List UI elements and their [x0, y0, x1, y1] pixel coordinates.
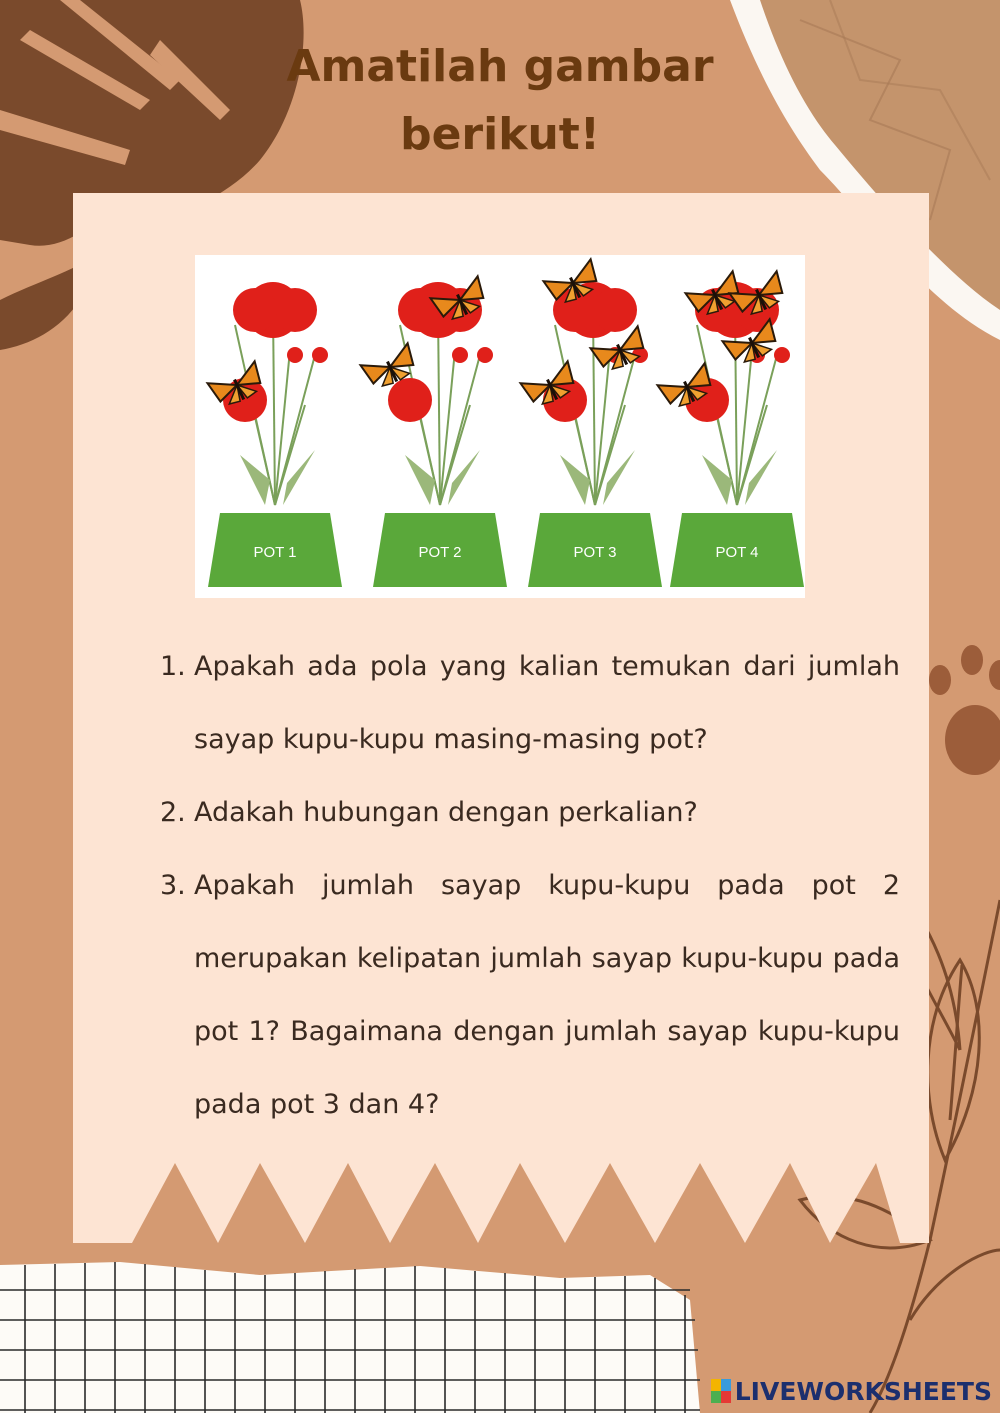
question-item — [160, 776, 900, 849]
question-number: 3. — [160, 870, 186, 901]
question-number: 1. — [160, 651, 186, 682]
title-line-2: berikut! — [400, 109, 600, 160]
liveworksheets-brand-name: LIVEWORKSHEETS — [734, 1376, 992, 1406]
poppy-flower — [593, 288, 637, 332]
grid-paper-decoration — [0, 1262, 700, 1413]
question-list — [160, 630, 900, 1141]
question-text: Apakah ada pola yang kalian temukan dari jumlah sayap kupu-kupu masing-masing pot? — [194, 651, 900, 755]
poppy-flower — [233, 288, 277, 332]
title-line-1: Amatilah gambar — [286, 41, 714, 92]
liveworksheets-logo — [711, 1376, 992, 1406]
liveworksheets-logo-icon — [711, 1379, 731, 1403]
poppy-flower — [452, 347, 468, 363]
pots-drawing — [195, 255, 805, 598]
poppy-flower — [273, 288, 317, 332]
pot-label: POT 4 — [715, 544, 759, 561]
pot-group — [658, 271, 804, 587]
question-text: Apakah jumlah sayap kupu-kupu pada pot 2 merupakan kelipatan jumlah sayap kupu-kupu pada pot 1? Bagaimana dengan jumlah sayap kupu-kupu pada pot 3 dan 4? — [194, 870, 900, 1120]
question-item — [160, 630, 900, 776]
poppy-flower — [287, 347, 303, 363]
pot-group — [208, 282, 342, 587]
poppy-flower — [312, 347, 328, 363]
pot-group — [521, 259, 662, 587]
poppy-flower — [388, 378, 432, 422]
question-item — [160, 849, 900, 1141]
pot-label: POT 2 — [418, 544, 462, 561]
poppy-flower — [477, 347, 493, 363]
poppy-flower — [398, 288, 442, 332]
poppy-flower — [774, 347, 790, 363]
flower-pots-illustration — [195, 255, 805, 598]
pot-label: POT 3 — [573, 544, 617, 561]
question-number: 2. — [160, 797, 186, 828]
page-title — [200, 38, 800, 164]
question-text: Adakah hubungan dengan perkalian? — [194, 797, 698, 828]
pot-group — [361, 276, 507, 587]
pot-label: POT 1 — [253, 544, 297, 561]
